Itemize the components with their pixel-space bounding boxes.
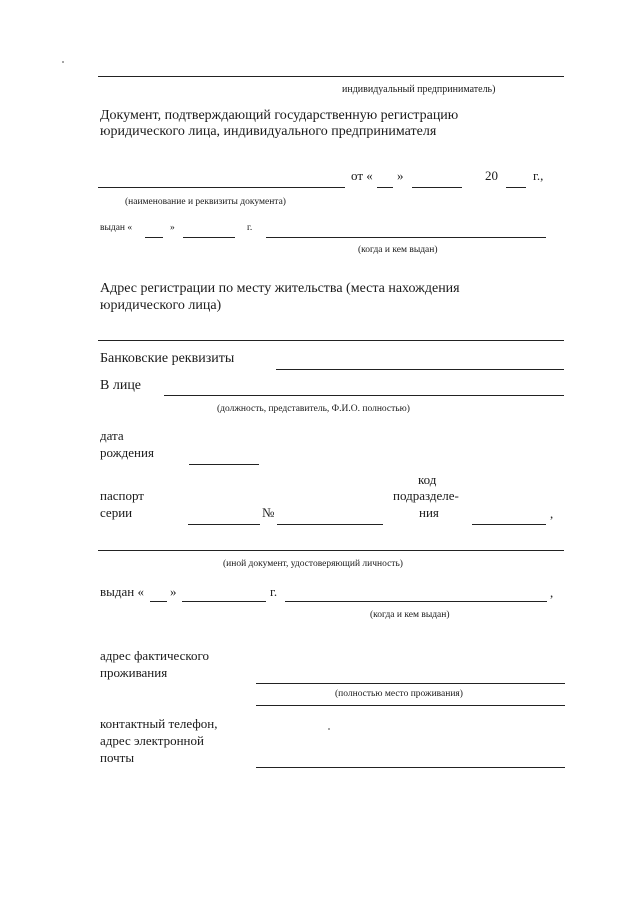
passport-number-field[interactable] (277, 524, 383, 525)
doc-day-field[interactable] (377, 187, 393, 188)
bank-details-label: Банковские реквизиты (100, 351, 235, 366)
top-rule (98, 76, 564, 77)
doc-issued-month-field[interactable] (183, 237, 235, 238)
contacts-label-line3: почты (100, 750, 135, 765)
representative-caption: (должность, представитель, Ф.И.О. полностью) (217, 404, 410, 414)
division-code-label-line2: подразделе- (393, 488, 459, 503)
passport-issued-close-quote: » (170, 584, 177, 599)
actual-address-label-line2: проживания (100, 665, 168, 680)
doc-name-caption: (наименование и реквизиты документа) (125, 197, 286, 207)
passport-issued-by-field[interactable] (285, 601, 547, 602)
date-from-prefix: от « (351, 168, 373, 183)
birth-date-label-line2: рождения (100, 445, 154, 460)
passport-label-line1: паспорт (100, 488, 144, 503)
scan-speck (62, 61, 64, 63)
year-prefix: 20 (485, 168, 498, 183)
header-caption: индивидуальный предприниматель) (342, 84, 496, 95)
passport-issued-year-suffix: г. (270, 584, 278, 599)
doc-month-field[interactable] (412, 187, 462, 188)
birth-date-field[interactable] (189, 464, 259, 465)
year-suffix: г., (533, 168, 544, 183)
passport-issued-caption: (когда и кем выдан) (370, 610, 450, 620)
passport-label-line2: серии (100, 505, 133, 520)
birth-date-label-line1: дата (100, 428, 124, 443)
contacts-label-line2: адрес электронной (100, 733, 204, 748)
registration-doc-heading-line2: юридического лица, индивидуального предпринимателя (100, 124, 437, 139)
passport-trailing-comma: , (550, 506, 554, 521)
passport-issued-prefix: выдан « (100, 584, 144, 599)
representative-field[interactable] (164, 395, 564, 396)
date-close-quote: » (397, 168, 404, 183)
division-code-label-line3: ния (419, 505, 439, 520)
doc-issued-by-field[interactable] (266, 237, 546, 238)
address-heading-line2: юридического лица) (100, 298, 222, 313)
passport-issued-month-field[interactable] (182, 601, 266, 602)
doc-issued-prefix: выдан « (100, 223, 133, 233)
bank-details-field[interactable] (276, 369, 564, 370)
division-code-field[interactable] (472, 524, 546, 525)
actual-address-field-2[interactable] (256, 705, 565, 706)
passport-issued-day-field[interactable] (150, 601, 167, 602)
contacts-label-line1: контактный телефон, (100, 716, 218, 731)
passport-number-sign: № (262, 505, 275, 520)
contacts-field[interactable] (256, 767, 565, 768)
other-id-document-caption: (иной документ, удостоверяющий личность) (223, 559, 403, 569)
doc-name-field[interactable] (98, 187, 345, 188)
other-id-document-field[interactable] (98, 550, 564, 551)
doc-issued-year-suffix: г. (247, 223, 253, 233)
actual-address-caption: (полностью место проживания) (335, 689, 463, 699)
doc-issued-close-quote: » (170, 223, 175, 233)
actual-address-label-line1: адрес фактического (100, 648, 210, 663)
passport-issued-trailing-comma: , (550, 585, 554, 600)
doc-issued-caption: (когда и кем выдан) (358, 245, 438, 255)
address-field[interactable] (98, 340, 564, 341)
division-code-label-line1: код (418, 472, 437, 487)
actual-address-field[interactable] (256, 683, 565, 684)
representative-label: В лице (100, 378, 142, 393)
doc-year-field[interactable] (506, 187, 526, 188)
passport-series-field[interactable] (188, 524, 260, 525)
address-heading-line1: Адрес регистрации по месту жительства (места нахождения (100, 281, 460, 296)
scan-speck-2 (328, 728, 330, 730)
doc-issued-day-field[interactable] (145, 237, 163, 238)
registration-doc-heading-line1: Документ, подтверждающий государственную регистрацию (100, 108, 459, 123)
